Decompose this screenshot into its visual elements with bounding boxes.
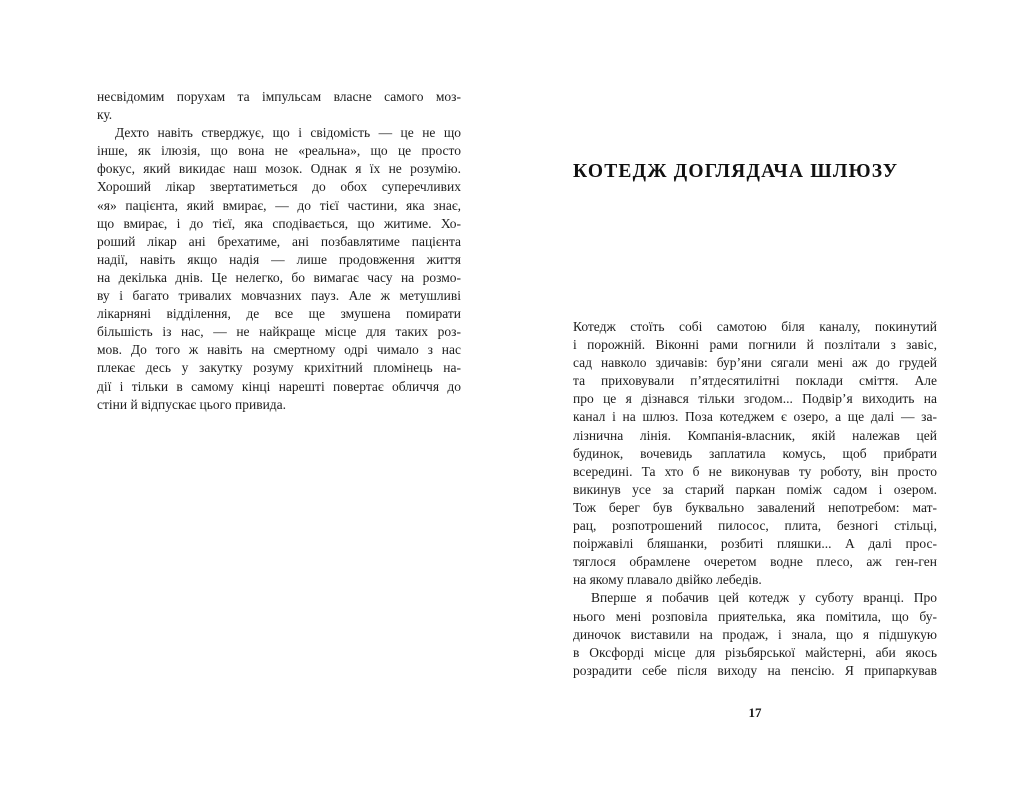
text-line: лікарняні відділення, де все ще змушена помирати [97,306,461,322]
text-line: лізнична лінія. Компанія-власник, якій належав цей [573,427,937,443]
text-line: всередині. Та хто б не виконував ту роботу, він просто [573,463,937,479]
text-line: на декілька днів. Це нелегко, бо вимагає часу на розмо- [97,269,461,285]
text-line: стіни й відпускає цього привида. [97,396,287,412]
text-line: поіржавілі бляшанки, розбиті пляшки... А далі прос- [573,536,937,552]
text-line: тяглося обрамлене очеретом водне плесо, аж ген-ген [573,554,937,570]
text-line: про це я дізнався тільки згодом... Подвір’я виходить на [573,391,937,407]
page-number: 17 [748,705,762,720]
text-line: Хороший лікар звертатиметься до обох суперечливих [97,179,461,195]
text-line: роший лікар ані брехатиме, ані позбавлятиме пацієнта [97,233,461,249]
text-line: Котедж стоїть собі самотою біля каналу, покинутий [573,319,937,334]
text-line: фокус, який викидає наш мозок. Однак я їх не розумію. [97,161,461,177]
text-line: Дехто навіть стверджує, що і свідомість — це не що [115,125,461,141]
text-line: «я» пацієнта, який вмирає, — до тієї частини, яка знає, [97,197,461,213]
text-line: ву і багато тривалих мовчазних пауз. Але ж метушливі [97,288,461,304]
chapter-title: КОТЕДЖ ДОГЛЯДАЧА ШЛЮЗУ [573,161,899,182]
text-line: нього мені розповіла приятелька, яка помітила, що бу- [573,608,937,624]
text-line: ку. [97,107,113,123]
text-line: надії, навіть якщо надія — лише продовження життя [97,251,461,267]
right-page-text [573,318,937,680]
text-line: канал і на шлюз. Поза котеджем є озеро, а ще далі — за- [573,409,937,425]
text-line: плекає десь у закутку розуму крихітний пломінець на- [97,360,461,376]
text-line: та приховували п’ятдесятилітні поклади сміття. Але [573,373,937,389]
text-line: сад навколо здичавів: бур’яни сягали мені аж до грудей [573,355,937,371]
text-line: в Оксфорді місце для різьбярської майстерні, аби якось [573,644,937,660]
text-line: Тож берег був буквально завалений непотребом: мат- [573,499,937,515]
text-line: інше, як ілюзія, що вона не «реальна», що це просто [97,143,461,159]
left-page-text [97,88,461,414]
text-line: на якому плавало двійко лебедів. [573,572,762,588]
text-line: і порожній. Віконні рами погнили й позлітали з завіс, [573,337,937,353]
text-line: більшість із нас, — не найкраще місце для таких роз- [97,324,461,340]
text-line: викинув усе за старий паркан поміж садом і озером. [573,481,937,497]
text-line: дії і тільки в самому кінці нарешті повертає обличчя до [97,378,461,394]
text-line: розрадити себе після виходу на пенсію. Я припаркував [573,662,937,678]
text-line: що вмирає, і до тієї, яка сподівається, що житиме. Хо- [97,215,461,231]
text-line: мов. До того ж навіть на смертному одрі чимало з нас [97,342,461,358]
text-line: диночок виставили на продаж, і знала, що я підшукую [573,626,937,642]
text-line: Вперше я побачив цей котедж у суботу вранці. Про [591,590,937,606]
text-line: рац, розпотрошений пилосос, плита, безногі стільці, [573,518,937,534]
text-line: будинок, вочевидь заплатила комусь, щоб прибрати [573,445,937,461]
text-line: несвідомим порухам та імпульсам власне самого моз- [97,89,461,104]
